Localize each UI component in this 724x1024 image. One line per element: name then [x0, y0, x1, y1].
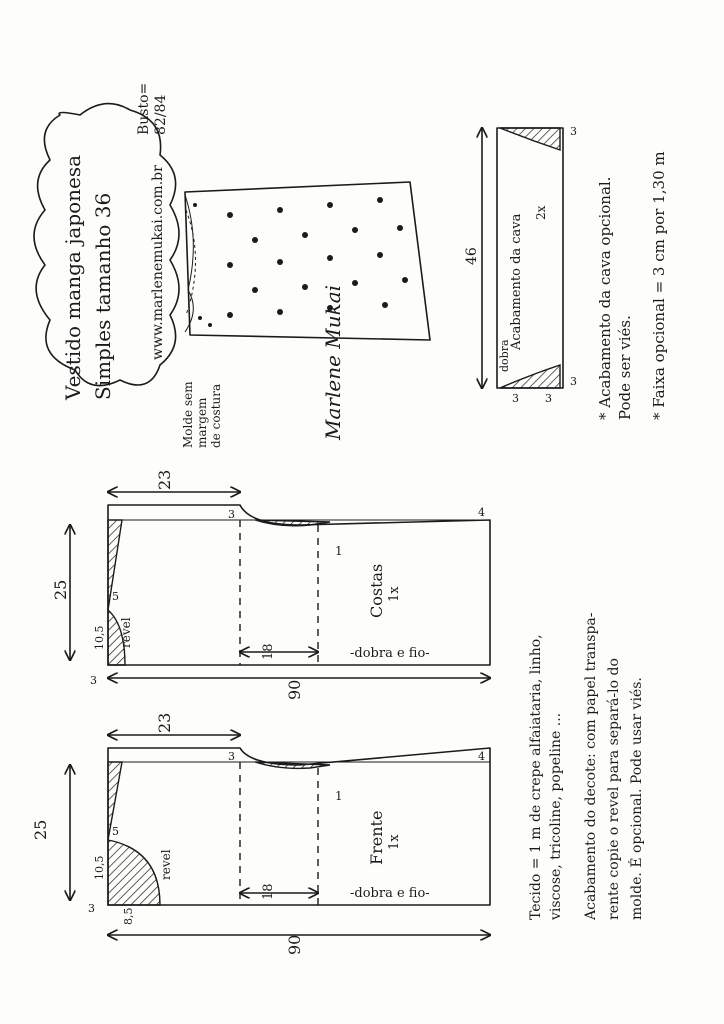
title-cloud [34, 83, 179, 401]
note-line2: margem [195, 397, 209, 448]
frente-hem-side: 4 [478, 750, 485, 763]
title-line2: Simples tamanho 36 [91, 192, 115, 400]
fabric-note-4: rente copie o revel para separá-lo do [606, 658, 622, 920]
costas-length: 90 [285, 679, 304, 700]
costas-neck-w: 5 [112, 590, 119, 603]
costas-name: Costas [367, 563, 386, 618]
frente-width: 25 [31, 819, 50, 840]
costas-piece [51, 470, 490, 700]
cava-fold: dobra [498, 339, 511, 372]
cava-dim-2: 3 [570, 375, 577, 388]
frente-neck-w: 5 [112, 825, 119, 838]
costas-fold: -dobra e fio- [350, 646, 430, 661]
costas-hem-side: 4 [478, 506, 485, 519]
cava-length: 46 [464, 247, 480, 265]
frente-waist: 18 [261, 883, 276, 900]
frente-neck-h: 10,5 [93, 855, 106, 880]
fabric-note-3: Acabamento do decote: com papel transpa- [583, 612, 599, 920]
cava-dim-3: 3 [512, 392, 519, 405]
signature: Marlene Mukai [321, 284, 345, 440]
frente-bottom: 3 [88, 902, 95, 915]
frente-name: Frente [367, 810, 386, 865]
costas-neck-h: 10,5 [93, 625, 106, 650]
busto-label: Busto= [136, 82, 152, 135]
cava-count: 2x [534, 205, 548, 220]
costas-count: 1x [387, 586, 402, 602]
costas-bottom: 3 [90, 674, 97, 687]
frente-neck-d: 8,5 [122, 907, 135, 925]
frente-shoulder: 3 [228, 750, 235, 763]
frente-count: 1x [387, 834, 402, 850]
cava-dim-4: 3 [545, 392, 552, 405]
fabric-note-2: viscose, tricoline, popeline ... [548, 712, 564, 920]
dress-print [193, 197, 408, 327]
frente-fold: -dobra e fio- [350, 886, 430, 901]
dress-illustration [181, 182, 430, 448]
frente-piece [31, 713, 490, 955]
fabric-note-5: molde. É opcional. Pode usar viés. [629, 677, 645, 920]
costas-waist: 18 [261, 643, 276, 660]
optional-note-1: * Acabamento da cava opcional. [596, 176, 614, 420]
optional-note-2: Pode ser viés. [616, 315, 634, 420]
cava-dim-1: 3 [570, 125, 577, 138]
cava-title: Acabamento da cava [509, 213, 524, 350]
busto-value: 82/84 [153, 94, 169, 135]
costas-top: 23 [155, 469, 174, 490]
note-line3: de costura [209, 383, 223, 448]
costas-arm: 1 [335, 544, 343, 558]
fabric-note-1: Tecido = 1 m de crepe alfaiataria, linho, [528, 634, 544, 920]
costas-width: 25 [51, 579, 70, 600]
costas-shoulder: 3 [228, 508, 235, 521]
title-line1: Vestido manga japonesa [61, 154, 85, 400]
website-url: www.marlenemukai.com.br [150, 165, 166, 360]
fabric-notes [528, 612, 645, 921]
frente-top: 23 [155, 712, 174, 733]
cava-facing-piece [464, 125, 668, 420]
frente-arm: 1 [335, 789, 343, 803]
frente-length: 90 [285, 934, 304, 955]
note-line1: Molde sem [181, 381, 195, 448]
frente-revel: revel [159, 849, 173, 880]
optional-note-3: * Faixa opcional = 3 cm por 1,30 m [650, 151, 668, 420]
costas-revel: revel [119, 617, 133, 648]
